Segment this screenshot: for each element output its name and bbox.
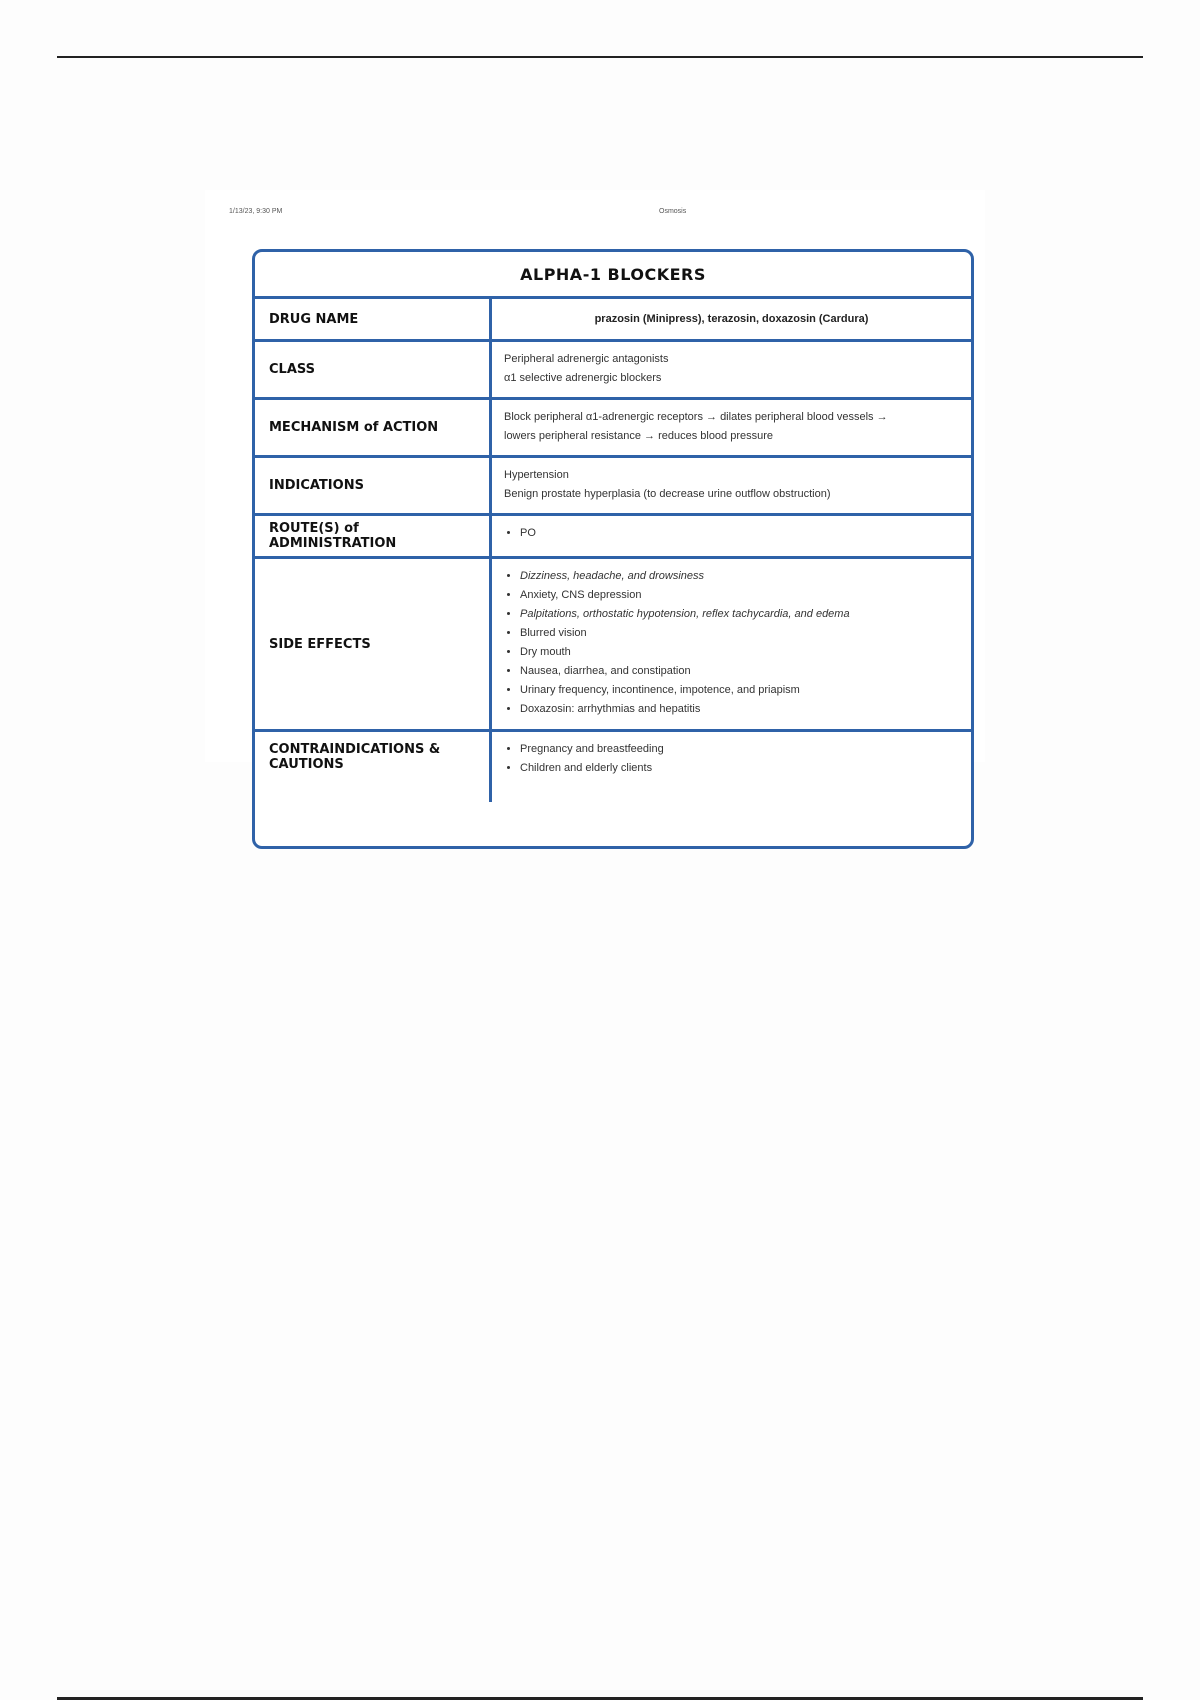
document-image: [205, 190, 985, 774]
list-item: • Dry mouth: [520, 643, 959, 662]
print-site: Osmosis: [659, 208, 687, 215]
list-item: • Children and elderly clients: [520, 759, 959, 778]
list-item: • Blurred vision: [520, 624, 959, 643]
value-line: Peripheral adrenergic antagonists: [504, 353, 669, 365]
row-value: [492, 299, 971, 339]
top-rule: [57, 56, 1143, 58]
table-title: ALPHA-1 BLOCKERS: [255, 252, 971, 299]
drug-table: [252, 249, 974, 849]
value-list: [504, 740, 959, 778]
row-value: [492, 516, 971, 556]
value-list: [504, 567, 959, 719]
value-line: α1 selective adrenergic blockers: [504, 372, 662, 384]
value-line: prazosin (Minipress), terazosin, doxazosin (Cardura): [594, 312, 869, 325]
row-value: [492, 559, 971, 729]
row-contraindications: [255, 732, 971, 802]
row-label: INDICATIONS: [255, 458, 492, 513]
row-indications: [255, 458, 971, 516]
value-line: Block peripheral α1-adrenergic receptors → dilates peripheral blood vessels →: [504, 411, 888, 423]
row-class: [255, 342, 971, 400]
list-item: • Dizziness, headache, and drowsiness: [520, 567, 959, 586]
list-item: • Nausea, diarrhea, and constipation: [520, 662, 959, 681]
value-line: Hypertension: [504, 469, 569, 481]
value-line: Benign prostate hyperplasia (to decrease urine outflow obstruction): [504, 488, 831, 500]
list-item: • Pregnancy and breastfeeding: [520, 740, 959, 759]
row-value: [492, 400, 971, 455]
list-item: • Urinary frequency, incontinence, impotence, and priapism: [520, 681, 959, 700]
row-label: SIDE EFFECTS: [255, 559, 492, 729]
print-date: 1/13/23, 9:30 PM: [229, 208, 283, 215]
row-mechanism: [255, 400, 971, 458]
row-label: ROUTE(S) of ADMINISTRATION: [255, 516, 492, 556]
row-label: DRUG NAME: [255, 299, 492, 339]
row-label: CLASS: [255, 342, 492, 397]
row-drug-name: [255, 299, 971, 342]
print-header: [221, 208, 969, 220]
row-label: MECHANISM of ACTION: [255, 400, 492, 455]
row-value: [492, 458, 971, 513]
list-item: • PO: [520, 524, 959, 543]
value-list: [504, 524, 959, 543]
list-item: • Anxiety, CNS depression: [520, 586, 959, 605]
row-value: [492, 732, 971, 802]
row-label: CONTRAINDICATIONS & CAUTIONS: [255, 732, 492, 802]
list-item: • Palpitations, orthostatic hypotension, reflex tachycardia, and edema: [520, 605, 959, 624]
list-item: • Doxazosin: arrhythmias and hepatitis: [520, 700, 959, 719]
row-side-effects: [255, 559, 971, 732]
row-route: [255, 516, 971, 559]
row-value: [492, 342, 971, 397]
value-line: lowers peripheral resistance → reduces blood pressure: [504, 430, 774, 442]
